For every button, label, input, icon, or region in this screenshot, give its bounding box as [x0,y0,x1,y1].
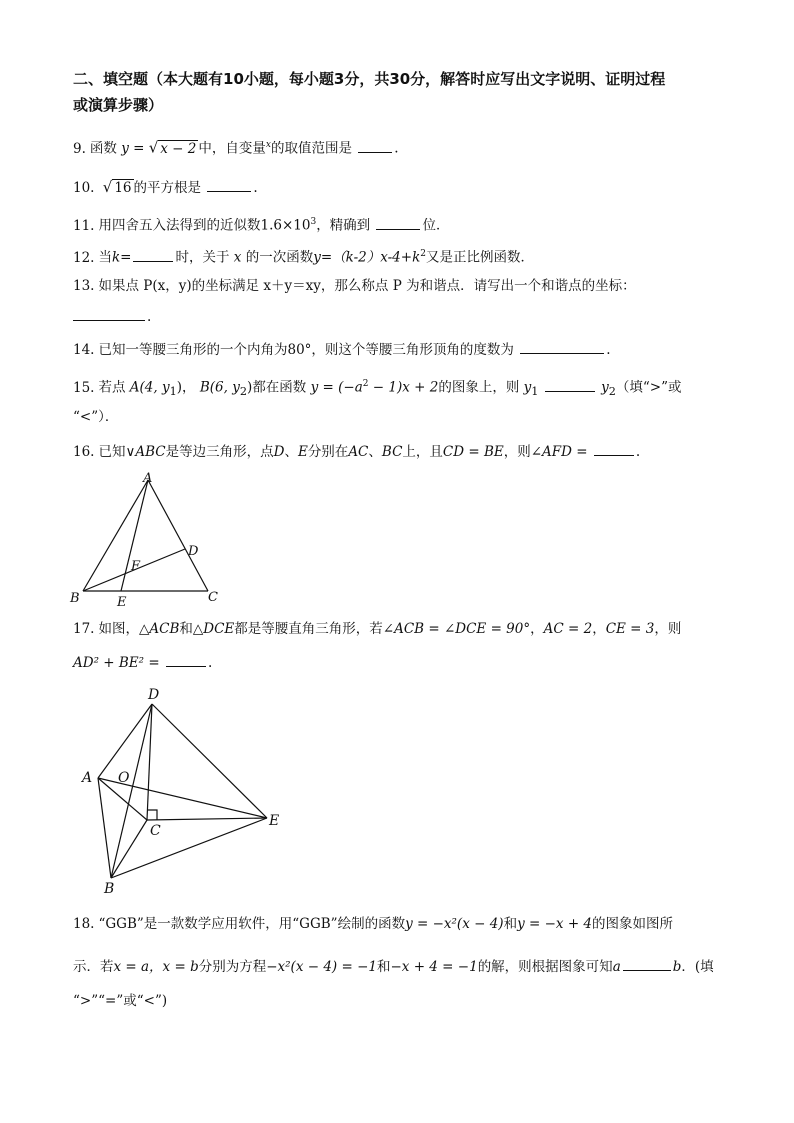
segment-be [111,818,267,878]
label-b: B [70,591,80,606]
label-c: C [150,823,161,839]
segment-de [152,704,267,818]
label-a: A [82,770,93,786]
answer-blank[interactable] [376,215,420,230]
segment-db [111,704,152,878]
question-15-line2: “<”）． [73,409,119,425]
answer-blank[interactable] [133,247,173,262]
label-a: A [143,471,153,486]
side-ac [148,480,208,591]
segment-ab [98,778,111,878]
label-e: E [269,813,280,829]
question-16: 16. 已知∨ABC是等边三角形，点D、E分别在AC、BC上，且CD = BE，则∠AFD = . [73,441,640,462]
label-o: O [118,770,130,786]
answer-blank[interactable] [545,377,595,392]
figure-right-triangles [80,683,295,895]
question-17: 17. 如图，△ACB和△DCE都是等腰直角三角形，若∠ACB = ∠DCE = 90°，AC = 2，CE = 3，则 [73,621,682,637]
question-14: 14. 已知一等腰三角形的一个内角为80°，则这个等腰三角形顶角的度数为 . [73,339,611,360]
question-10: 10. √ 16 的平方根是 . [73,178,258,196]
question-15: 15. 若点 A(4, $y_1$)， B(6, $y_2$)都在函数 $y = (-a^2 - 1)x + 2$的图象上，则 $y_1$ $y_2$（填“>”或 [73,374,682,402]
right-angle-mark [147,810,157,820]
question-9: 9. 函数 y = √ x − 2 中，自变量$^x$的取值范围是 . [73,138,399,157]
label-c: C [208,590,218,605]
answer-blank[interactable] [73,306,145,321]
label-b: B [104,881,115,895]
segment-ce [147,818,267,820]
question-13-answer-line: . [73,306,151,327]
question-18-line2: 示．若x = a，x = b分别为方程−x²(x − 4) = −1和−x + 4 = −1的解，则根据图象可知a b．(填 [73,956,714,977]
side-ab [83,480,148,591]
question-18: 18. “GGB”是一款数学应用软件，用“GGB”绘制的函数y = −x²(x − 4)和y = −x + 4的图象如图所 [73,916,674,932]
question-13: 13. 如果点 P(x，y)的坐标满足 x＋y＝xy，那么称点 P 为和谐点．请写出一个和谐点的坐标： [73,278,636,294]
label-f: F [131,559,141,574]
question-18-line3: “>”“=”或“<”) [73,993,168,1009]
question-12: 12. 当k= 时，关于 x 的一次函数$y=(k-2)x-4+k^2$又是正比例函数． [73,244,534,268]
label-d: D [148,687,160,703]
answer-blank[interactable] [358,138,392,153]
answer-blank[interactable] [520,339,604,354]
label-d: D [188,544,199,559]
question-17-line2: AD² + BE² = . [73,652,212,673]
figure-triangle-abc [66,468,226,610]
answer-blank[interactable] [623,956,671,971]
segment-cb [111,820,147,878]
segment-ae [121,480,148,591]
answer-blank[interactable] [207,177,251,192]
section-heading: 二、填空题（本大题有10小题，每小题3分，共30分，解答时应写出文字说明、证明过程 或演算步骤） [73,70,666,114]
answer-blank[interactable] [166,652,206,667]
segment-da [98,704,152,778]
question-11: 11. 用四舍五入法得到的近似数$1.6\times 10^3$，精确到 位． [73,212,449,236]
label-e: E [117,595,127,610]
answer-blank[interactable] [594,441,634,456]
